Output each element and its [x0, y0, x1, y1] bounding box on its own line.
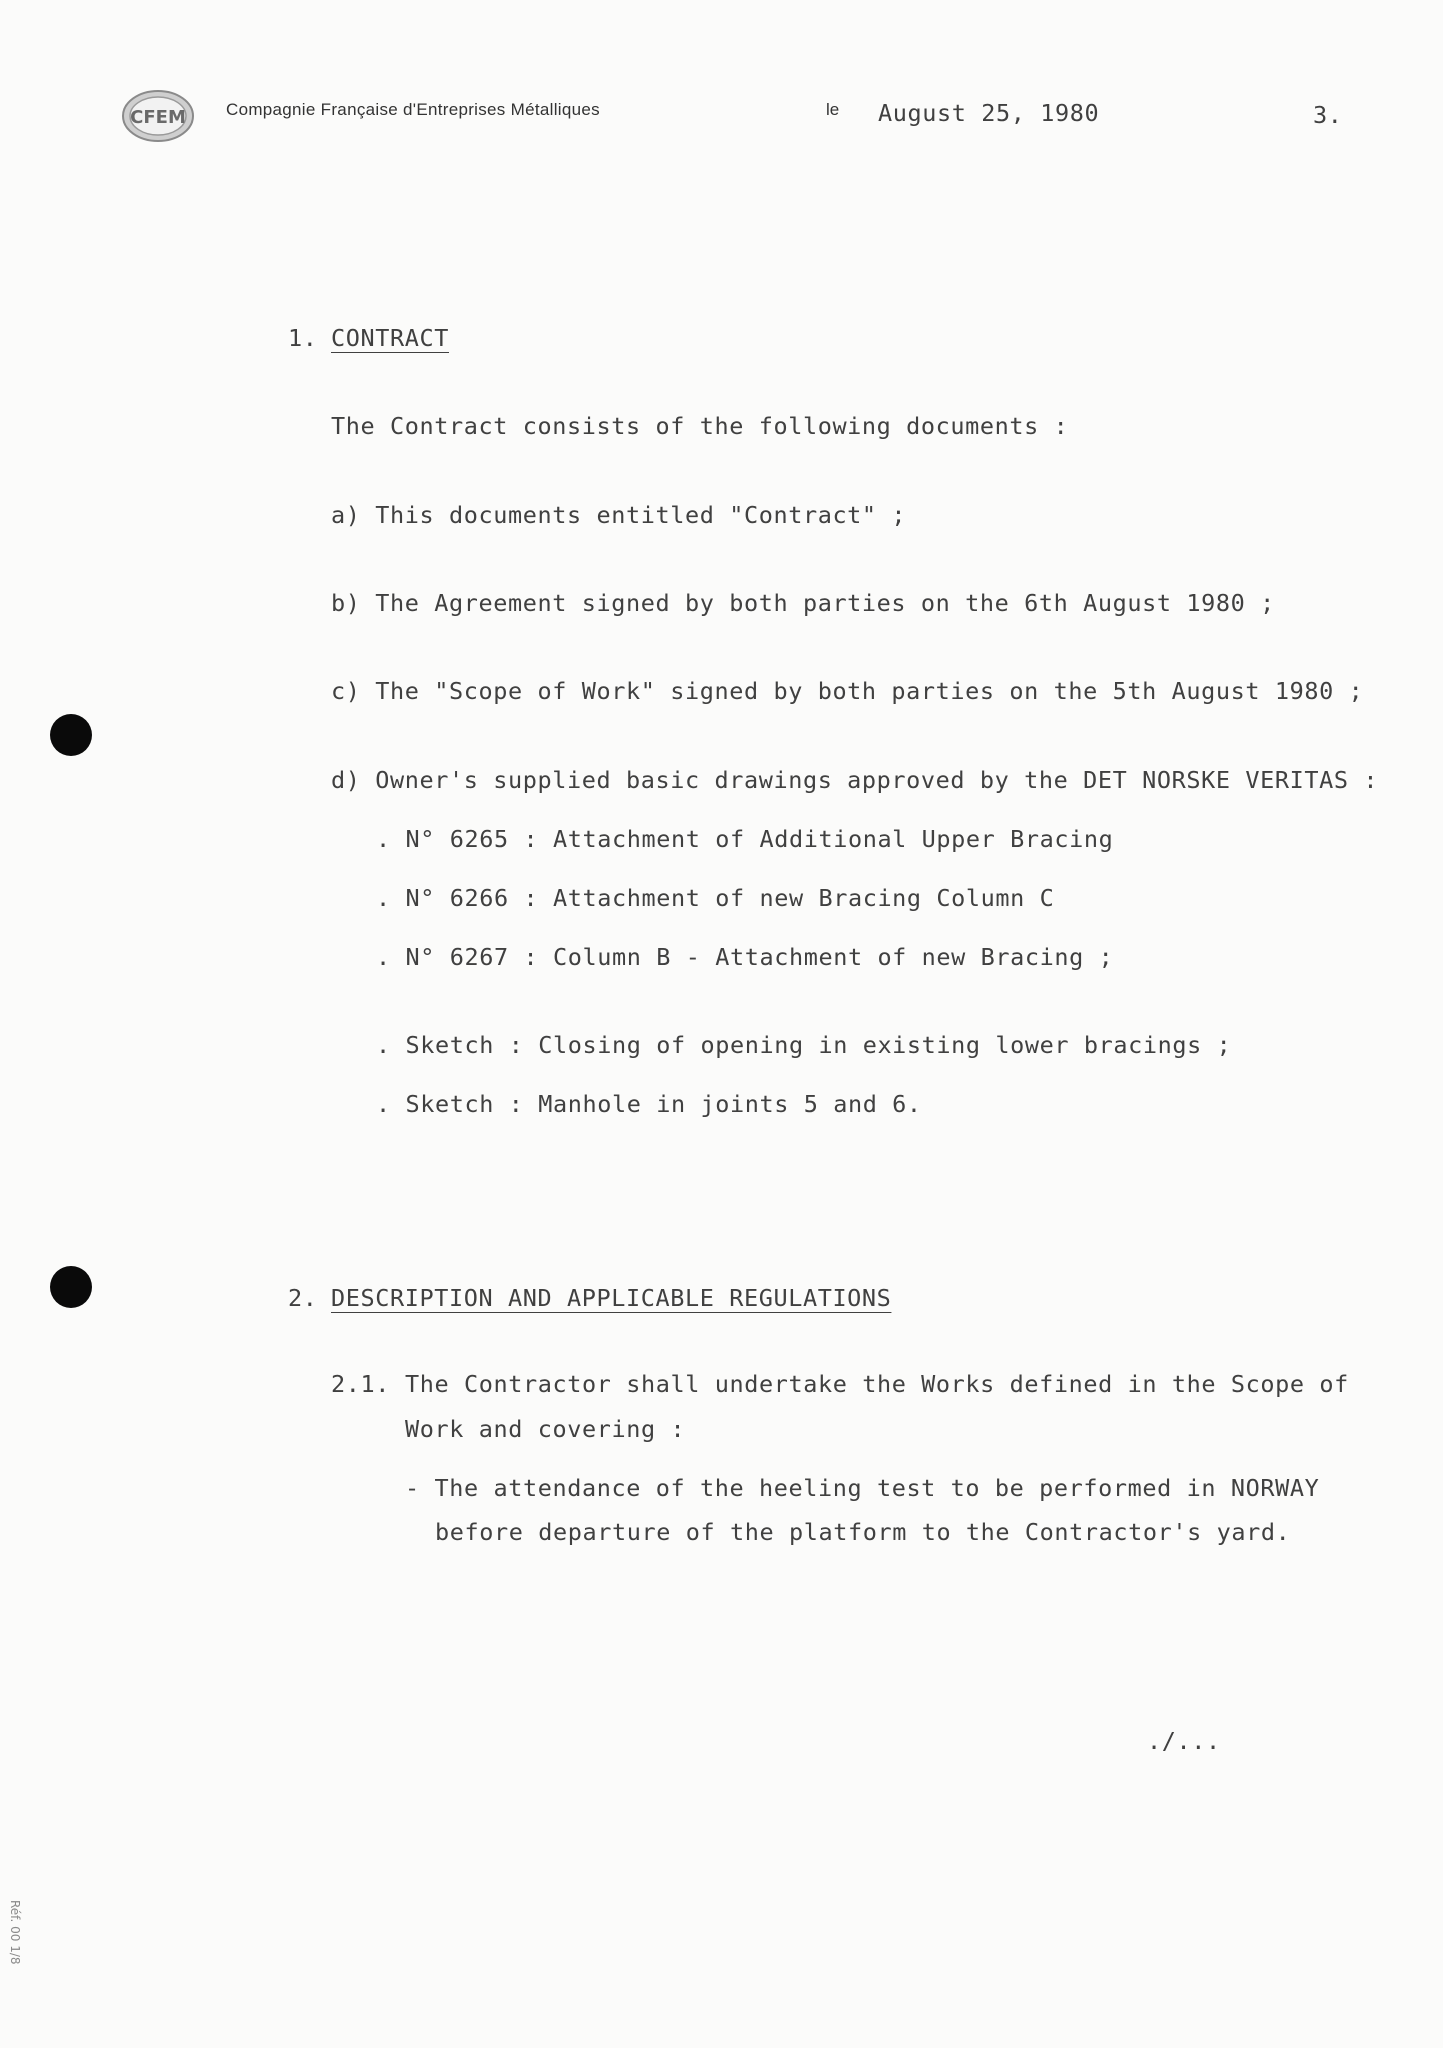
section2-number: 2. — [288, 1284, 318, 1312]
contract-item-a: a) This documents entitled "Contract" ; — [331, 501, 907, 529]
date-prefix: le — [826, 100, 840, 119]
bullet-line: - The attendance of the heeling test to be performed in NORWAY — [405, 1474, 1320, 1502]
svg-text:CFEM: CFEM — [130, 107, 186, 128]
section1-number: 1. — [288, 324, 318, 352]
page-number: 3. — [1313, 101, 1343, 129]
section1-title: CONTRACT — [331, 324, 449, 352]
paragraph-line: The Contractor shall undertake the Works defined in the Scope of — [405, 1370, 1349, 1398]
paragraph-line: Work and covering : — [405, 1415, 686, 1443]
drawing-item: . N° 6265 : Attachment of Additional Upper Bracing — [376, 825, 1114, 853]
company-logo — [120, 88, 196, 144]
contract-item-b: b) The Agreement signed by both parties on the 6th August 1980 ; — [331, 589, 1275, 617]
continuation-mark: ./... — [1147, 1727, 1221, 1755]
sketch-item: . Sketch : Closing of opening in existing lower bracings ; — [376, 1031, 1232, 1059]
document-date: August 25, 1980 — [878, 99, 1100, 127]
punch-hole — [50, 714, 92, 756]
paragraph-number: 2.1. — [331, 1370, 390, 1398]
contract-item-d: d) Owner's supplied basic drawings approved by the DET NORSKE VERITAS : — [331, 766, 1379, 794]
form-reference: Réf. 00 1/8 — [8, 1900, 22, 1965]
section2-title: DESCRIPTION AND APPLICABLE REGULATIONS — [331, 1284, 892, 1312]
section1-intro: The Contract consists of the following documents : — [331, 412, 1069, 440]
bullet-line: before departure of the platform to the Contractor's yard. — [435, 1518, 1291, 1546]
contract-item-c: c) The "Scope of Work" signed by both parties on the 5th August 1980 ; — [331, 677, 1364, 705]
punch-hole — [50, 1266, 92, 1308]
sketch-item: . Sketch : Manhole in joints 5 and 6. — [376, 1090, 922, 1118]
drawing-item: . N° 6267 : Column B - Attachment of new Bracing ; — [376, 943, 1114, 971]
company-name: Compagnie Française d'Entreprises Métalliques — [226, 100, 600, 119]
drawing-item: . N° 6266 : Attachment of new Bracing Column C — [376, 884, 1055, 912]
